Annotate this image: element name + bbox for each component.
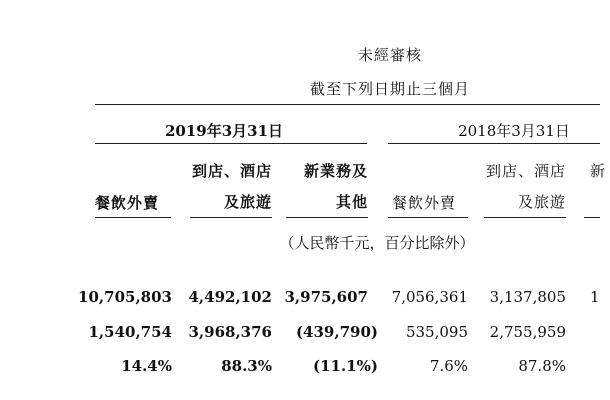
- col-2018-food-delivery: [392, 192, 468, 213]
- col-2019-food-delivery: [95, 192, 171, 213]
- table-cell: 87.8%: [518, 357, 566, 375]
- col-rule: [95, 217, 171, 218]
- table-cell: 2,755,959: [489, 323, 566, 341]
- table-cell: 1: [590, 288, 600, 306]
- col-header-line2: 及旅遊: [517, 193, 566, 211]
- col-header-line1: 到店、酒店: [191, 162, 272, 180]
- col-rule: [190, 217, 272, 218]
- col-header-line1: 新業務及: [303, 162, 368, 180]
- table-cell: 3,968,376: [188, 323, 272, 341]
- period-2019-rule: [95, 143, 367, 144]
- table-cell: (11.1%): [313, 357, 378, 375]
- table-cell: 7,056,361: [391, 288, 468, 306]
- table-cell: 88.3%: [221, 357, 272, 375]
- header-rule: [95, 104, 600, 105]
- table-cell: 1,540,754: [88, 323, 172, 341]
- col-2018-instore-hotel-travel: [478, 160, 566, 212]
- col-header-line2: 其他: [335, 193, 368, 211]
- period-heading: 截至下列日期止三個月: [309, 80, 471, 98]
- period-2019-label: 2019年3月31日: [164, 122, 284, 140]
- table-cell: 4,492,102: [188, 288, 272, 306]
- table-cell: 10,705,803: [78, 288, 172, 306]
- table-cell: 3,975,607: [284, 288, 368, 306]
- col-2019-instore-hotel-travel: [180, 160, 272, 212]
- col-rule: [286, 217, 368, 218]
- col-2018-new-initiatives: [590, 160, 610, 181]
- col-rule: [484, 217, 566, 218]
- period-2018-rule: [388, 143, 600, 144]
- col-header-line2: 及旅遊: [223, 193, 272, 211]
- table-cell: 3,137,805: [489, 288, 566, 306]
- table-cell: 14.4%: [121, 357, 172, 375]
- col-header-line1: 新: [590, 162, 607, 180]
- col-header-line1: 到店、酒店: [485, 162, 566, 180]
- col-rule: [388, 217, 468, 218]
- table-cell: (439,790): [295, 323, 378, 341]
- unit-note: （人民幣千元，百分比除外）: [279, 234, 475, 252]
- table-cell: 535,095: [405, 323, 468, 341]
- status-heading: 未經審核: [357, 46, 423, 64]
- col-header-line2: 餐飲外賣: [392, 194, 457, 212]
- col-header-line2: 餐飲外賣: [95, 194, 160, 212]
- table-cell: 7.6%: [429, 357, 468, 375]
- col-rule: [584, 217, 600, 218]
- period-2018-label: 2018年3月31日: [458, 122, 570, 140]
- col-2019-new-initiatives: [282, 160, 368, 212]
